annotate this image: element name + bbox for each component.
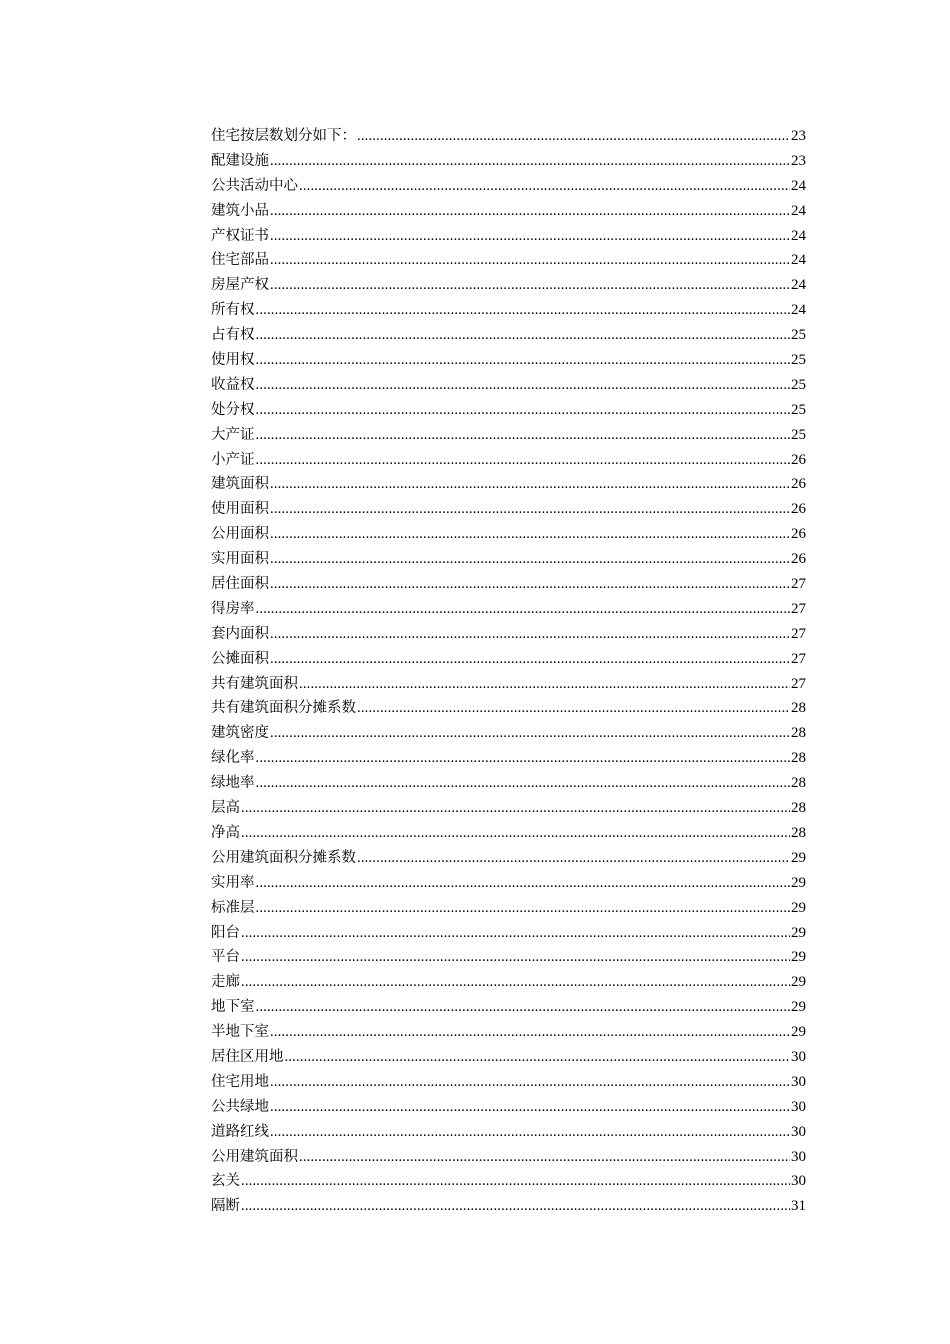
toc-entry-title: 地下室 <box>211 999 255 1016</box>
toc-entry-page-number: 24 <box>791 202 806 219</box>
toc-entry-title: 平台 <box>211 949 240 966</box>
toc-entry[interactable] <box>211 323 806 348</box>
toc-entry-page-number: 29 <box>791 1024 806 1041</box>
toc-entry-page-number: 28 <box>791 725 806 742</box>
toc-entry[interactable] <box>211 224 806 249</box>
dot-leader <box>270 497 790 522</box>
dot-leader <box>270 248 790 273</box>
dot-leader <box>256 423 791 448</box>
toc-entry[interactable] <box>211 298 806 323</box>
dot-leader <box>256 995 791 1020</box>
toc-entry[interactable] <box>211 1095 806 1120</box>
dot-leader <box>270 199 790 224</box>
toc-entry-page-number: 28 <box>791 750 806 767</box>
dot-leader <box>256 398 791 423</box>
toc-entry-page-number: 25 <box>791 426 806 443</box>
toc-entry-page-number: 30 <box>791 1048 806 1065</box>
toc-entry[interactable] <box>211 1145 806 1170</box>
toc-entry-title: 住宅部品 <box>211 252 269 269</box>
dot-leader <box>270 224 790 249</box>
toc-entry-page-number: 25 <box>791 352 806 369</box>
toc-entry-title: 玄关 <box>211 1173 240 1190</box>
toc-entry-page-number: 30 <box>791 1148 806 1165</box>
toc-entry-page-number: 30 <box>791 1173 806 1190</box>
dot-leader <box>270 149 790 174</box>
toc-entry-title: 得房率 <box>211 600 255 617</box>
toc-entry-title: 居住区用地 <box>211 1048 284 1065</box>
toc-entry-title: 所有权 <box>211 302 255 319</box>
toc-entry-title: 套内面积 <box>211 625 269 642</box>
dot-leader <box>270 472 790 497</box>
toc-entry-title: 公用建筑面积分摊系数 <box>211 849 356 866</box>
toc-entry[interactable] <box>211 796 806 821</box>
dot-leader <box>256 448 791 473</box>
dot-leader <box>270 1070 790 1095</box>
toc-entry[interactable] <box>211 497 806 522</box>
toc-entry-page-number: 27 <box>791 600 806 617</box>
toc-entry[interactable] <box>211 1045 806 1070</box>
toc-entry[interactable] <box>211 1169 806 1194</box>
toc-entry-page-number: 26 <box>791 451 806 468</box>
toc-entry[interactable] <box>211 199 806 224</box>
toc-entry-page-number: 30 <box>791 1073 806 1090</box>
dot-leader <box>256 896 791 921</box>
toc-entry-title: 公用建筑面积 <box>211 1148 298 1165</box>
dot-leader <box>241 970 790 995</box>
toc-entry[interactable] <box>211 348 806 373</box>
toc-entry-page-number: 26 <box>791 476 806 493</box>
toc-entry[interactable] <box>211 672 806 697</box>
toc-entry-title: 共有建筑面积 <box>211 675 298 692</box>
dot-leader <box>299 174 790 199</box>
toc-entry-page-number: 30 <box>791 1123 806 1140</box>
toc-entry-page-number: 29 <box>791 849 806 866</box>
toc-entry-page-number: 24 <box>791 302 806 319</box>
toc-entry[interactable] <box>211 721 806 746</box>
toc-entry[interactable] <box>211 622 806 647</box>
dot-leader <box>256 597 791 622</box>
toc-entry-page-number: 23 <box>791 128 806 144</box>
toc-entry[interactable] <box>211 149 806 174</box>
toc-entry-title: 居住面积 <box>211 576 269 593</box>
toc-entry[interactable] <box>211 771 806 796</box>
toc-entry-page-number: 28 <box>791 775 806 792</box>
dot-leader <box>357 846 790 871</box>
dot-leader <box>285 1045 791 1070</box>
toc-entry[interactable] <box>211 896 806 921</box>
toc-entry-title: 处分权 <box>211 401 255 418</box>
toc-entry-title: 道路红线 <box>211 1123 269 1140</box>
dot-leader <box>241 821 790 846</box>
toc-entry-page-number: 28 <box>791 824 806 841</box>
toc-entry-page-number: 24 <box>791 227 806 244</box>
dot-leader <box>299 672 790 697</box>
toc-entry-title: 实用面积 <box>211 551 269 568</box>
dot-leader <box>357 696 790 721</box>
toc-entry-title: 层高 <box>211 800 240 817</box>
toc-entry-page-number: 26 <box>791 551 806 568</box>
toc-entry-title: 住宅按层数划分如下： <box>211 128 356 144</box>
toc-entry-page-number: 29 <box>791 899 806 916</box>
toc-entry-page-number: 26 <box>791 501 806 518</box>
toc-entry-page-number: 29 <box>791 974 806 991</box>
toc-entry-title: 绿地率 <box>211 775 255 792</box>
dot-leader <box>270 547 790 572</box>
toc-entry-page-number: 29 <box>791 874 806 891</box>
dot-leader <box>256 373 791 398</box>
toc-entry[interactable] <box>211 472 806 497</box>
toc-entry-title: 走廊 <box>211 974 240 991</box>
dot-leader <box>256 323 791 348</box>
toc-entry[interactable] <box>211 174 806 199</box>
toc-entry-title: 建筑面积 <box>211 476 269 493</box>
toc-entry[interactable] <box>211 398 806 423</box>
toc-entry[interactable] <box>211 1120 806 1145</box>
dot-leader <box>241 1194 790 1219</box>
toc-entry-title: 小产证 <box>211 451 255 468</box>
toc-entry[interactable] <box>211 448 806 473</box>
toc-entry-page-number: 27 <box>791 675 806 692</box>
toc-entry-page-number: 29 <box>791 999 806 1016</box>
toc-entry-title: 使用面积 <box>211 501 269 518</box>
toc-entry-title: 隔断 <box>211 1198 240 1215</box>
toc-entry-page-number: 27 <box>791 625 806 642</box>
dot-leader <box>270 1020 790 1045</box>
toc-entry[interactable] <box>211 572 806 597</box>
toc-entry-title: 阳台 <box>211 924 240 941</box>
toc-entry-page-number: 29 <box>791 949 806 966</box>
dot-leader <box>270 1095 790 1120</box>
toc-entry-title: 建筑密度 <box>211 725 269 742</box>
toc-entry-title: 产权证书 <box>211 227 269 244</box>
toc-entry-page-number: 28 <box>791 700 806 717</box>
toc-entry-title: 实用率 <box>211 874 255 891</box>
dot-leader <box>241 1169 790 1194</box>
toc-entry[interactable] <box>211 547 806 572</box>
toc-entry[interactable] <box>211 995 806 1020</box>
toc-entry-page-number: 23 <box>791 152 806 169</box>
toc-entry-title: 房屋产权 <box>211 277 269 294</box>
dot-leader <box>241 796 790 821</box>
dot-leader <box>256 871 791 896</box>
toc-entry-title: 公共活动中心 <box>211 177 298 194</box>
toc-entry-page-number: 25 <box>791 327 806 344</box>
toc-entry[interactable] <box>211 597 806 622</box>
dot-leader <box>357 124 790 149</box>
dot-leader <box>270 1120 790 1145</box>
toc-entry-title: 标准层 <box>211 899 255 916</box>
toc-entry[interactable] <box>211 522 806 547</box>
toc-entry[interactable] <box>211 273 806 298</box>
toc-entry-title: 共有建筑面积分摊系数 <box>211 700 356 717</box>
dot-leader <box>241 921 790 946</box>
toc-entry-title: 住宅用地 <box>211 1073 269 1090</box>
toc-entry[interactable] <box>211 1070 806 1095</box>
toc-entry-page-number: 30 <box>791 1098 806 1115</box>
toc-entry[interactable] <box>211 921 806 946</box>
dot-leader <box>256 771 791 796</box>
dot-leader <box>270 273 790 298</box>
toc-entry-page-number: 28 <box>791 800 806 817</box>
toc-entry-page-number: 26 <box>791 526 806 543</box>
dot-leader <box>270 721 790 746</box>
toc-entry[interactable] <box>211 248 806 273</box>
toc-entry[interactable] <box>211 746 806 771</box>
toc-entry-title: 收益权 <box>211 376 255 393</box>
toc-entry[interactable] <box>211 124 806 149</box>
toc-entry-title: 大产证 <box>211 426 255 443</box>
toc-entry[interactable] <box>211 696 806 721</box>
toc-entry-page-number: 24 <box>791 277 806 294</box>
toc-entry-title: 绿化率 <box>211 750 255 767</box>
dot-leader <box>270 572 790 597</box>
toc-entry-page-number: 31 <box>791 1198 806 1215</box>
dot-leader <box>270 522 790 547</box>
toc-entry[interactable] <box>211 647 806 672</box>
toc-entry-title: 半地下室 <box>211 1024 269 1041</box>
dot-leader <box>270 647 790 672</box>
dot-leader <box>241 945 790 970</box>
toc-entry-title: 使用权 <box>211 352 255 369</box>
toc-entry-title: 公用面积 <box>211 526 269 543</box>
toc-entry[interactable] <box>211 1020 806 1045</box>
toc-entry-page-number: 24 <box>791 252 806 269</box>
toc-entry[interactable] <box>211 970 806 995</box>
toc-entry-title: 建筑小品 <box>211 202 269 219</box>
toc-entry-page-number: 25 <box>791 401 806 418</box>
toc-entry-title: 公摊面积 <box>211 650 269 667</box>
dot-leader <box>256 298 791 323</box>
toc-entry-title: 净高 <box>211 824 240 841</box>
dot-leader <box>256 746 791 771</box>
dot-leader <box>256 348 791 373</box>
toc-entry-page-number: 27 <box>791 576 806 593</box>
toc-entry[interactable] <box>211 945 806 970</box>
toc-entry-page-number: 27 <box>791 650 806 667</box>
dot-leader <box>299 1145 790 1170</box>
dot-leader <box>270 622 790 647</box>
toc-entry-page-number: 24 <box>791 177 806 194</box>
table-of-contents <box>211 124 806 1219</box>
toc-entry[interactable] <box>211 423 806 448</box>
toc-entry[interactable] <box>211 373 806 398</box>
toc-entry[interactable] <box>211 846 806 871</box>
toc-entry-page-number: 25 <box>791 376 806 393</box>
toc-entry[interactable] <box>211 821 806 846</box>
toc-entry[interactable] <box>211 1194 806 1219</box>
toc-entry-title: 公共绿地 <box>211 1098 269 1115</box>
toc-entry-title: 占有权 <box>211 327 255 344</box>
toc-entry[interactable] <box>211 871 806 896</box>
toc-entry-page-number: 29 <box>791 924 806 941</box>
toc-entry-title: 配建设施 <box>211 152 269 169</box>
